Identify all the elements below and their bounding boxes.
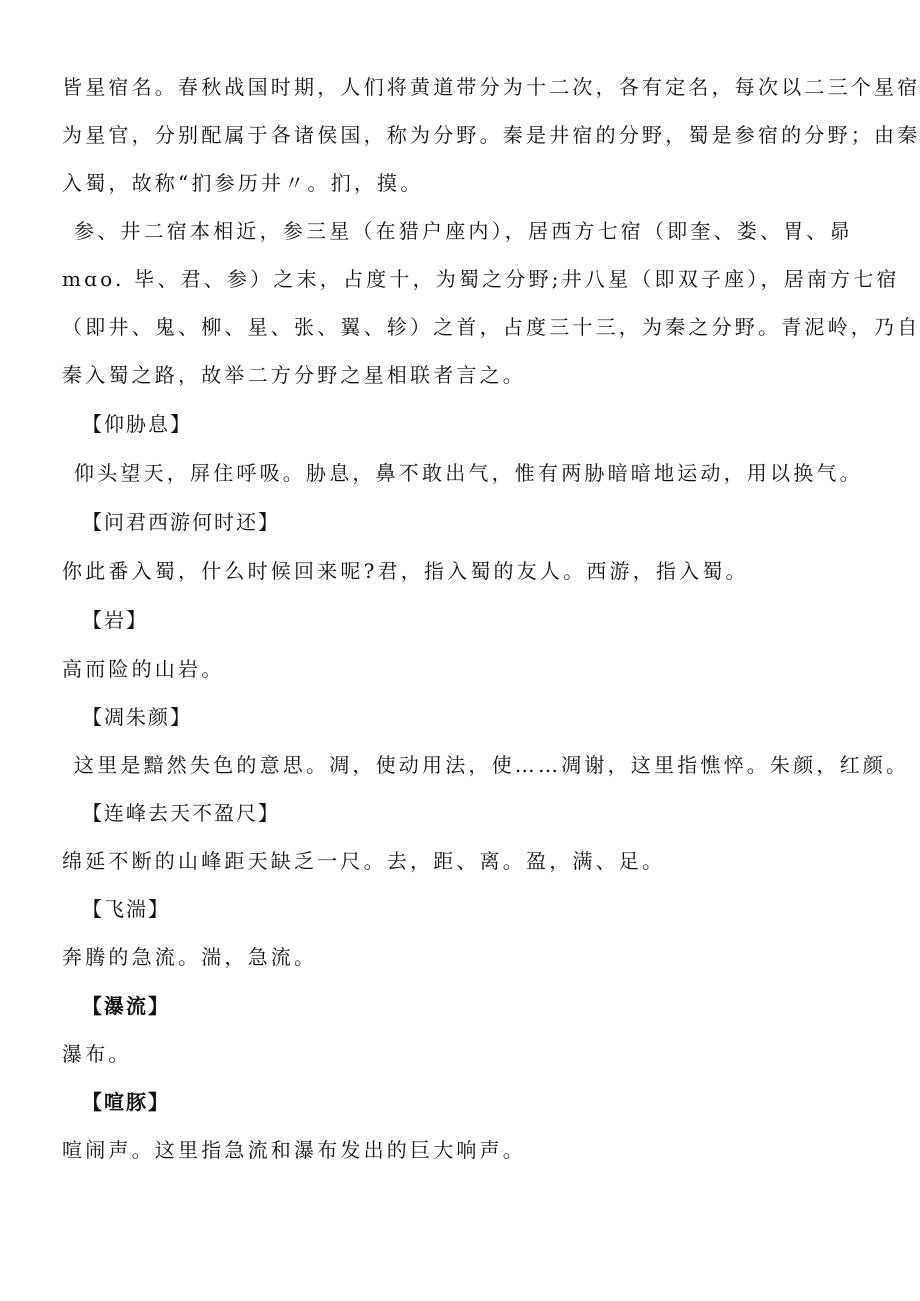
term-heading: 【瀑流】 [82, 994, 170, 1018]
paragraph-line: mɑo. 毕、君、参）之末，占度十，为蜀之分野;井八星（即双子座），居南方七宿 [62, 267, 900, 291]
term-heading: 【凋朱颜】 [82, 705, 192, 729]
definition-line: 瀑布。 [62, 1042, 132, 1066]
term-heading: 【飞湍】 [82, 897, 170, 921]
term-heading: 【仰胁息】 [82, 412, 192, 436]
paragraph-line: 参、井二宿本相近，参三星（在猎户座内），居西方七宿（即奎、娄、胃、昴 [74, 219, 853, 243]
paragraph-line: 秦入蜀之路，故举二方分野之星相联者言之。 [62, 363, 526, 387]
definition-line: 这里是黯然失色的意思。凋，使动用法，使……凋谢，这里指憔悴。朱颜，红颜。 [74, 753, 910, 777]
definition-line: 仰头望天，屏住呼吸。胁息，鼻不敢出气，惟有两胁暗暗地运动，用以换气。 [74, 461, 863, 485]
paragraph-line: 入蜀，故称“扪参历井〃。扪，摸。 [62, 171, 424, 195]
definition-line: 喧闹声。这里指急流和瀑布发出的巨大响声。 [62, 1138, 526, 1162]
definition-line: 高而险的山岩。 [62, 657, 225, 681]
paragraph-line: 为星官，分别配属于各诸侯国，称为分野。秦是井宿的分野，蜀是参宿的分野；由秦 [62, 123, 920, 147]
term-heading: 【问君西游何时还】 [82, 510, 280, 534]
paragraph-line: （即井、鬼、柳、星、张、翼、轸）之首，占度三十三，为秦之分野。青泥岭，乃自 [62, 315, 920, 339]
term-heading: 【岩】 [82, 608, 148, 632]
paragraph-line: 皆星宿名。春秋战国时期，人们将黄道带分为十二次，各有定名，每次以二三个星宿 [62, 75, 920, 99]
definition-line: 你此番入蜀，什么时候回来呢?君，指入蜀的友人。西游，指入蜀。 [62, 559, 749, 583]
term-heading: 【连峰去天不盈尺】 [82, 801, 280, 825]
term-heading: 【喧豚】 [82, 1090, 170, 1114]
definition-line: 绵延不断的山峰距天缺乏一尺。去，距、离。盈，满、足。 [62, 849, 666, 873]
definition-line: 奔腾的急流。湍，急流。 [62, 945, 318, 969]
